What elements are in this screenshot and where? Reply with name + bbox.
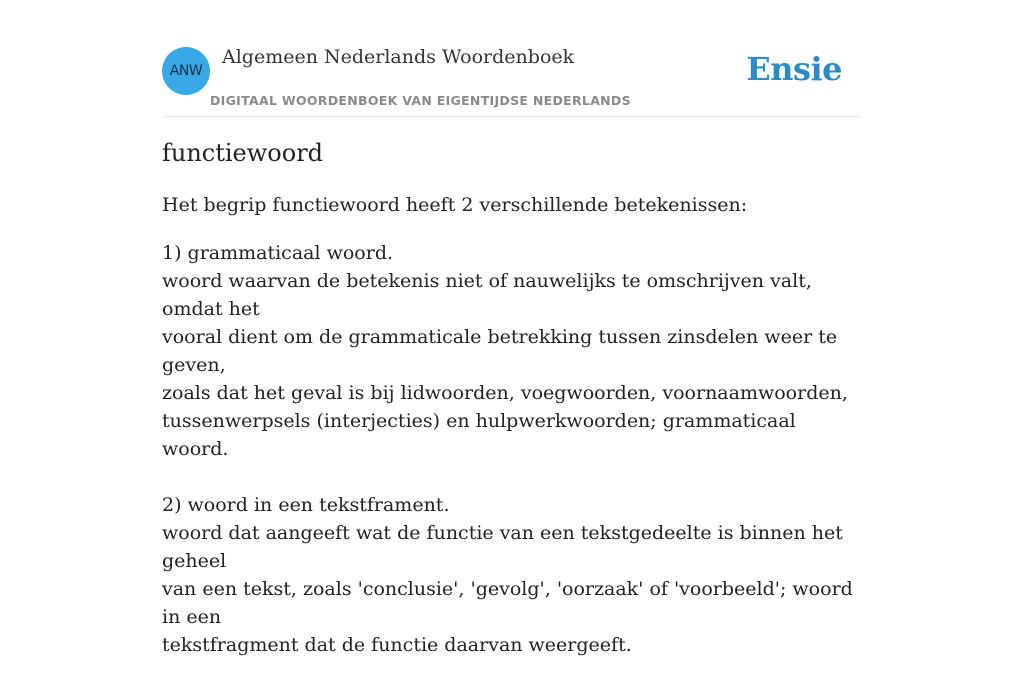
definition-heading: 2) woord in een tekstframent. [162, 494, 450, 516]
site-header [162, 0, 862, 117]
ensie-brand-link[interactable]: Ensie [746, 50, 842, 88]
definition-1 [162, 239, 862, 463]
definition-line: vooral dient om de grammaticale betrekking tussen zinsdelen weer te geven, [162, 326, 838, 376]
definitions-list [162, 239, 862, 687]
definition-2 [162, 491, 862, 659]
definition-line: woord dat aangeeft wat de functie van een tekstgedeelte is binnen het geheel [162, 522, 843, 572]
site-subtitle: DIGITAAL WOORDENBOEK VAN EIGENTIJDSE NEDERLANDS [210, 93, 631, 108]
definition-line: tekstfragment dat de functie daarvan weergeeft. [162, 634, 632, 656]
logo-text: ANW [169, 63, 203, 79]
anw-logo[interactable] [162, 47, 210, 95]
definition-line: van een tekst, zoals 'conclusie', 'gevolg', 'oorzaak' of 'voorbeeld'; woord in een [162, 578, 853, 628]
definition-line: woord waarvan de betekenis niet of nauwelijks te omschrijven valt, omdat het [162, 270, 812, 320]
entry-word-title: functiewoord [162, 139, 324, 167]
definition-line: tussenwerpsels (interjecties) en hulpwerkwoorden; grammaticaal woord. [162, 410, 796, 460]
site-title[interactable]: Algemeen Nederlands Woordenboek [222, 46, 575, 68]
entry-intro: Het begrip functiewoord heeft 2 verschillende betekenissen: [162, 194, 748, 216]
definition-line: zoals dat het geval is bij lidwoorden, voegwoorden, voornaamwoorden, [162, 382, 848, 404]
definition-heading: 1) grammaticaal woord. [162, 242, 394, 264]
